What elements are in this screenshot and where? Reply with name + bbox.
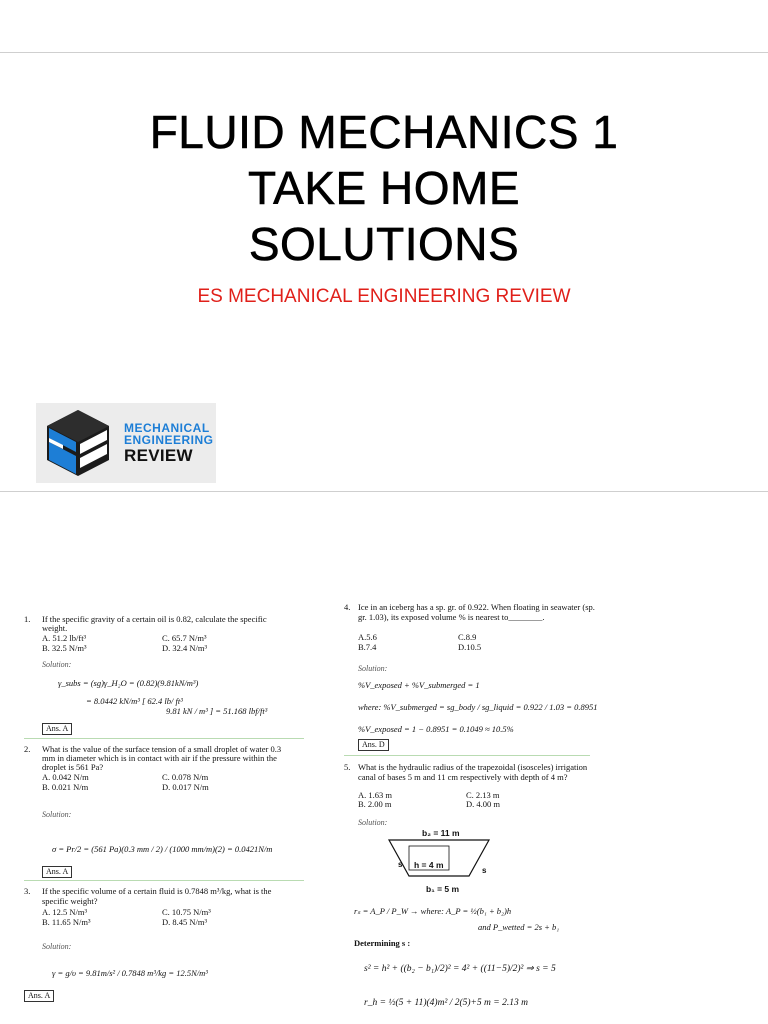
q2-solution-label: Solution:	[42, 810, 72, 819]
q4-choice-a: A.5.6	[358, 632, 377, 642]
q2-equation-1: σ = Pr/2 = (561 Pa)(0.3 mm / 2) / (1000 mm/m)(2) = 0.0421N/m	[52, 844, 273, 854]
q1-answer-box: Ans. A	[42, 723, 72, 735]
q5-solution-label: Solution:	[358, 818, 388, 827]
q5-text-1: What is the hydraulic radius of the trapezoidal (isosceles) irrigation	[358, 762, 588, 772]
trapezoid-bottom-label: b₁ = 5 m	[426, 884, 460, 894]
q5-equation-2: and P_wetted = 2s + b₁	[478, 922, 560, 932]
q1-choice-d: D. 32.4 N/m³	[162, 643, 208, 653]
q4-text-2: gr. 1.03), its exposed volume % is nearest to________.	[358, 612, 545, 622]
q3-equation-1: γ = g/υ = 9.81m/s² / 0.7848 m³/kg = 12.5N/m³	[52, 968, 208, 978]
q3-text-2: specific weight?	[42, 896, 98, 906]
q4-choice-d: D.10.5	[458, 642, 482, 652]
q2-text-3: droplet is 561 Pa?	[42, 762, 104, 772]
q5-choice-a: A. 1.63 m	[358, 790, 392, 800]
q4-equation-1: %V_exposed + %V_submerged = 1	[358, 680, 480, 690]
q2-number: 2.	[24, 744, 31, 754]
q3-choice-d: D. 8.45 N/m³	[162, 917, 208, 927]
trapezoid-top-label: b₂ = 11 m	[422, 828, 460, 838]
q5-text-2: canal of bases 5 m and 11 cm respectively with depth of 4 m?	[358, 772, 568, 782]
logo-line-2: ENGINEERING	[124, 433, 214, 447]
q3-solution-label: Solution:	[42, 942, 72, 951]
q2-text-2: mm in diameter which is in contact with air if the pressure within the	[42, 753, 277, 763]
q1-choice-a: A. 51.2 lb/ft³	[42, 633, 87, 643]
trapezoid-right-side-label: s	[482, 866, 487, 875]
q3-text-1: If the specific volume of a certain fluid is 0.7848 m³/kg, what is the	[42, 886, 272, 896]
q2-text-1: What is the value of the surface tension of a small droplet of water 0.3	[42, 744, 282, 754]
logo-line-3: REVIEW	[124, 446, 193, 465]
q5-choice-b: B. 2.00 m	[358, 799, 392, 809]
q5-choice-c: C. 2.13 m	[466, 790, 500, 800]
q2-choice-d: D. 0.017 N/m	[162, 782, 209, 792]
q5-equation-1: rₛ = A_P / P_W → where: A_P = ½(b₁ + b₂)h	[354, 906, 512, 916]
es-logo-icon	[43, 408, 113, 478]
q1-number: 1.	[24, 614, 31, 624]
subtitle: ES MECHANICAL ENGINEERING REVIEW	[197, 286, 571, 307]
q5-number: 5.	[344, 762, 351, 772]
solutions-page	[0, 590, 768, 1024]
q1-text-2: weight.	[42, 623, 68, 633]
q4-number: 4.	[344, 602, 351, 612]
q3-choice-c: C. 10.75 N/m³	[162, 907, 211, 917]
trapezoid-canal-diagram	[387, 838, 491, 878]
q4-solution-label: Solution:	[358, 664, 388, 673]
q1-choice-c: C. 65.7 N/m³	[162, 633, 207, 643]
q3-choice-a: A. 12.5 N/m³	[42, 907, 88, 917]
q4-choice-c: C.8.9	[458, 632, 477, 642]
q1-separator	[24, 738, 304, 739]
es-logo	[36, 403, 216, 483]
slide-bottom-divider	[0, 491, 768, 492]
logo-line-1: MECHANICAL	[124, 421, 210, 435]
q4-text-1: Ice in an iceberg has a sp. gr. of 0.922. When floating in seawater (sp.	[358, 602, 595, 612]
q2-separator	[24, 880, 304, 881]
q1-equation-1: γ_subs = (sg)γ_H₂O = (0.82)(9.81kN/m³)	[58, 678, 199, 688]
q5-equation-3: s² = h² + ((b₂ − b₁)/2)² = 4² + ((11−5)/2)² ⇒ s = 5	[364, 964, 556, 974]
q4-answer-box: Ans. D	[358, 739, 389, 751]
q5-determining-label: Determining s :	[354, 938, 411, 948]
q2-choice-a: A. 0.042 N/m	[42, 772, 89, 782]
page-title	[0, 104, 768, 272]
q5-equation-4: r_h = ½(5 + 11)(4)m² / 2(5)+5 m = 2.13 m	[364, 998, 528, 1008]
q2-choice-c: C. 0.078 N/m	[162, 772, 209, 782]
q3-number: 3.	[24, 886, 31, 896]
q1-text-1: If the specific gravity of a certain oil is 0.82, calculate the specific	[42, 614, 267, 624]
q4-equation-3: %V_exposed = 1 − 0.8951 = 0.1049 ≈ 10.5%	[358, 724, 514, 734]
q1-choice-b: B. 32.5 N/m³	[42, 643, 87, 653]
q1-equation-2a: = 8.0442 kN/m³ [ 62.4 lb/ ft³	[86, 696, 183, 706]
q5-choice-d: D. 4.00 m	[466, 799, 500, 809]
title-line-3: SOLUTIONS	[248, 218, 520, 270]
title-line-1: FLUID MECHANICS 1	[149, 106, 619, 158]
q3-answer-box: Ans. A	[24, 990, 54, 1002]
q4-choice-b: B.7.4	[358, 642, 377, 652]
q2-choice-b: B. 0.021 N/m	[42, 782, 89, 792]
q4-equation-2: where: %V_submerged = sg_body / sg_liquid = 0.922 / 1.03 = 0.8951	[358, 702, 598, 712]
q2-answer-box: Ans. A	[42, 866, 72, 878]
trapezoid-height-label: h = 4 m	[414, 860, 444, 870]
q4-separator	[344, 755, 590, 756]
trapezoid-left-side-label: s	[398, 860, 403, 869]
title-line-2: TAKE HOME	[247, 162, 520, 214]
q1-equation-2b: 9.81 kN / m³ ] = 51.168 lbf/ft³	[166, 706, 268, 716]
q1-solution-label: Solution:	[42, 660, 72, 669]
q3-choice-b: B. 11.65 N/m³	[42, 917, 91, 927]
